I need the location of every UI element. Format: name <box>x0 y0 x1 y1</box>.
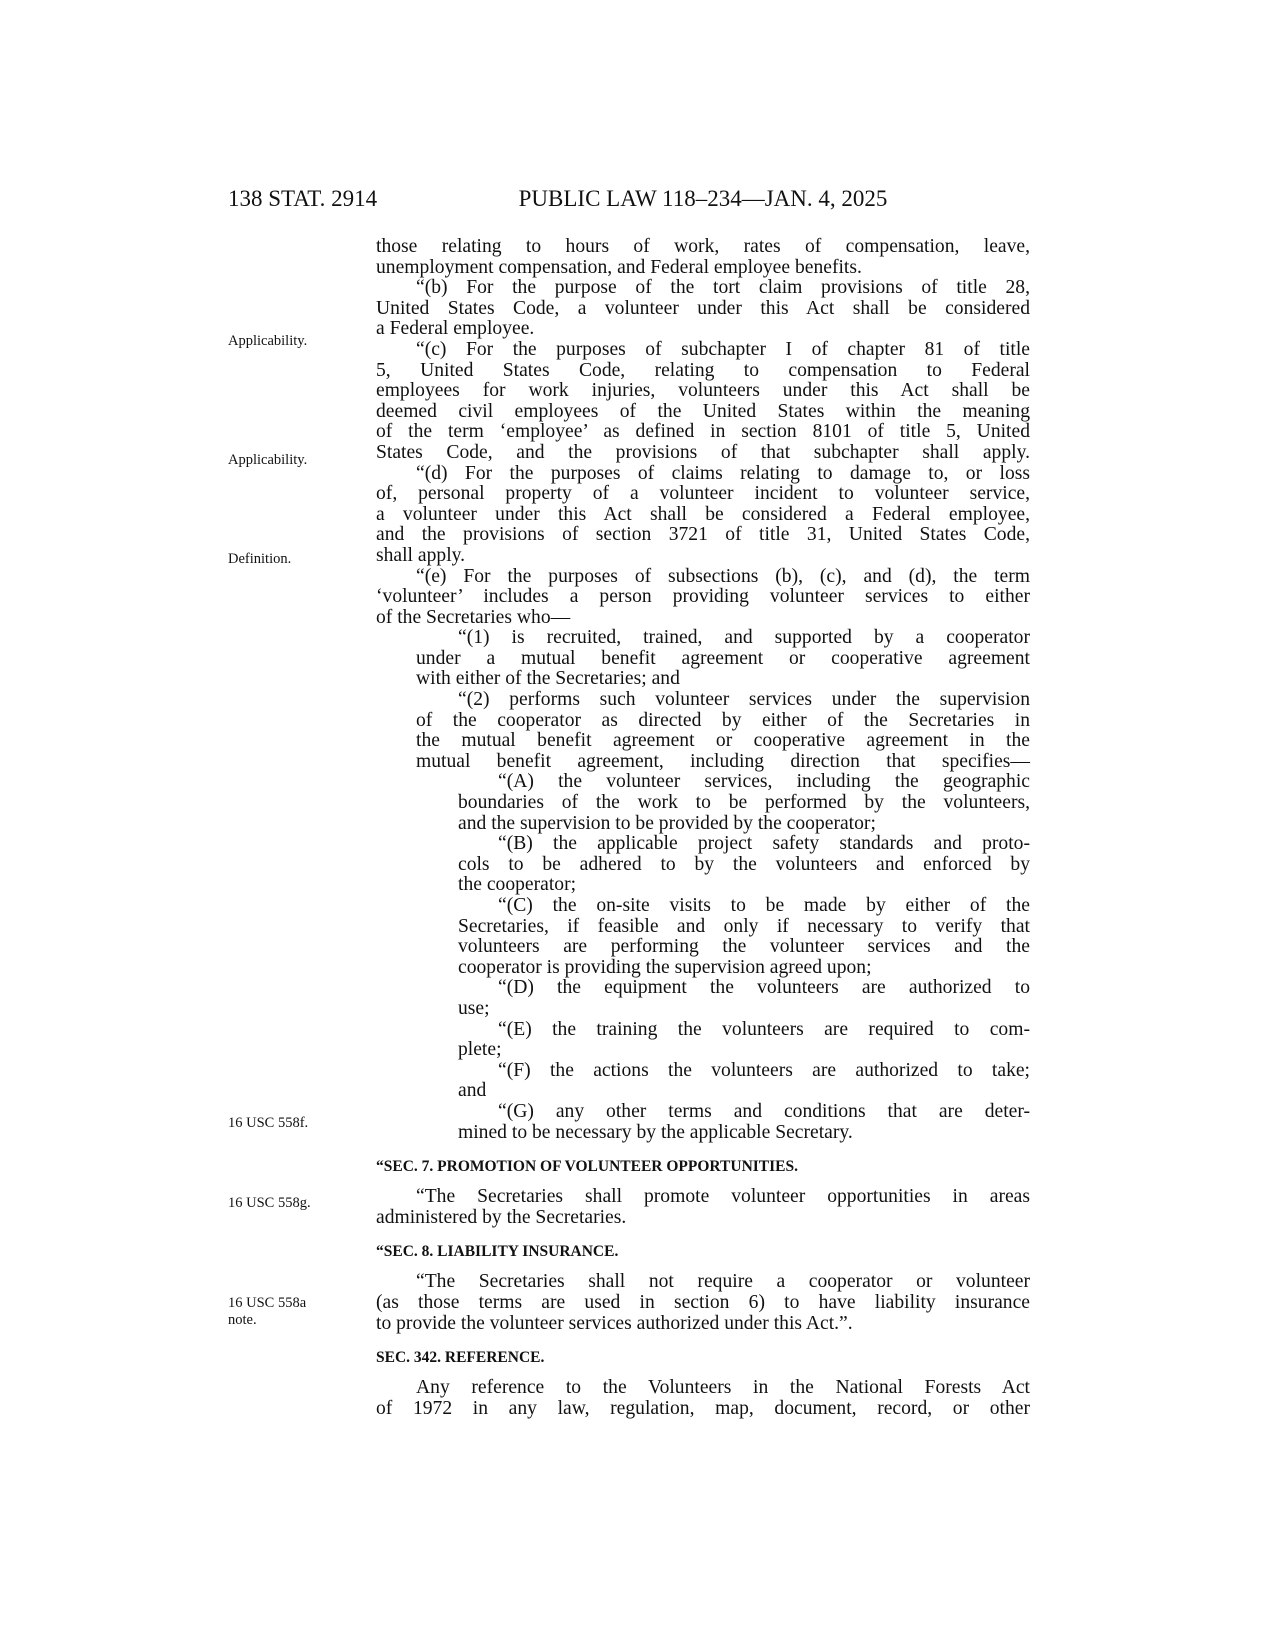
text-line: with either of the Secretaries; and <box>416 668 680 690</box>
text-line: of 1972 in any law, regulation, map, document, record, or other <box>376 1397 1030 1419</box>
text-line: Any reference to the Volunteers in the National Forests Act <box>416 1377 1030 1399</box>
margin-note-applicability: Applicability. <box>228 452 308 468</box>
margin-note-line: note. <box>228 1312 257 1328</box>
text-line: “(c) For the purposes of subchapter I of chapter 81 of title <box>416 338 1030 360</box>
text-line: “(C) the on-site visits to be made by either of the <box>498 895 1030 916</box>
text-line: 5, United States Code, relating to compensation to Federal <box>376 359 1030 381</box>
text-line: and the supervision to be provided by the cooperator; <box>458 812 876 834</box>
text-line: of the term ‘employee’ as defined in section 8101 of title 5, United <box>376 421 1030 443</box>
text-line: “(A) the volunteer services, including the geographic <box>498 771 1030 793</box>
margin-note-usc-558a <box>228 1295 306 1329</box>
text-line: “The Secretaries shall not require a cooperator or volunteer <box>416 1271 1030 1293</box>
section-heading-7: “SEC. 7. PROMOTION OF VOLUNTEER OPPORTUNITIES. <box>376 1158 799 1176</box>
page-running-title: PUBLIC LAW 118–234—JAN. 4, 2025 <box>518 186 888 211</box>
text-line: “The Secretaries shall promote volunteer opportunities in areas <box>416 1186 1030 1208</box>
page-stat-citation: 138 STAT. 2914 <box>228 186 378 211</box>
section-heading-342: SEC. 342. REFERENCE. <box>376 1349 545 1367</box>
margin-note-usc-558f: 16 USC 558f. <box>228 1115 309 1131</box>
text-line: plete; <box>458 1039 502 1061</box>
margin-note-usc-558g: 16 USC 558g. <box>228 1195 311 1211</box>
text-line: employees for work injuries, volunteers under this Act shall be <box>376 380 1030 402</box>
text-line: “(1) is recruited, trained, and supported by a cooperator <box>458 627 1030 649</box>
text-line: “(F) the actions the volunteers are authorized to take; <box>498 1059 1030 1081</box>
text-line: to provide the volunteer services authorized under this Act.”. <box>376 1312 853 1334</box>
text-line: “(D) the equipment the volunteers are authorized to <box>498 977 1030 999</box>
text-line: (as those terms are used in section 6) to have liability insurance <box>376 1291 1030 1313</box>
text-line: “(d) For the purposes of claims relating to damage to, or loss <box>416 462 1030 484</box>
text-line: “(E) the training the volunteers are required to com- <box>498 1018 1030 1040</box>
text-line: administered by the Secretaries. <box>376 1206 627 1228</box>
text-line: ‘volunteer’ includes a person providing volunteer services to either <box>376 586 1030 608</box>
text-line: “(G) any other terms and conditions that are deter- <box>498 1100 1030 1122</box>
text-line: the mutual benefit agreement or cooperative agreement in the <box>416 730 1030 752</box>
text-line: of the Secretaries who— <box>376 606 571 628</box>
text-line: “(2) performs such volunteer services under the supervision <box>458 689 1030 711</box>
text-line: deemed civil employees of the United States within the meaning <box>376 400 1030 422</box>
text-line: those relating to hours of work, rates of compensation, leave, <box>376 236 1030 257</box>
margin-note-applicability: Applicability. <box>228 333 308 349</box>
text-line: under a mutual benefit agreement or cooperative agreement <box>416 647 1030 669</box>
text-line: United States Code, a volunteer under this Act shall be considered <box>376 297 1030 319</box>
text-line: of the cooperator as directed by either of the Secretaries in <box>416 709 1030 731</box>
text-line: “(e) For the purposes of subsections (b), (c), and (d), the term <box>416 565 1030 587</box>
text-line: boundaries of the work to be performed by the volunteers, <box>458 792 1030 814</box>
text-line: cooperator is providing the supervision agreed upon; <box>458 956 872 978</box>
margin-note-line: 16 USC 558a <box>228 1295 307 1311</box>
text-line: use; <box>458 997 490 1019</box>
text-line: volunteers are performing the volunteer services and the <box>458 936 1030 958</box>
text-line: “(b) For the purpose of the tort claim provisions of title 28, <box>416 277 1030 299</box>
margin-note-definition: Definition. <box>228 551 292 567</box>
text-line: unemployment compensation, and Federal employee benefits. <box>376 256 862 278</box>
text-line: cols to be adhered to by the volunteers and enforced by <box>458 853 1030 875</box>
text-line: Secretaries, if feasible and only if necessary to verify that <box>458 915 1030 937</box>
text-line: and the provisions of section 3721 of title 31, United States Code, <box>376 524 1030 546</box>
text-line: States Code, and the provisions of that subchapter shall apply. <box>376 441 1030 463</box>
text-line: a volunteer under this Act shall be considered a Federal employee, <box>376 503 1030 525</box>
text-line: mined to be necessary by the applicable Secretary. <box>458 1121 853 1143</box>
text-line: the cooperator; <box>458 874 577 896</box>
section-heading-8: “SEC. 8. LIABILITY INSURANCE. <box>376 1243 619 1261</box>
body-text-column <box>376 237 1030 1419</box>
text-line: of, personal property of a volunteer incident to volunteer service, <box>376 483 1030 505</box>
text-line: mutual benefit agreement, including direction that specifies— <box>416 750 1030 772</box>
text-line: shall apply. <box>376 544 466 566</box>
text-line: “(B) the applicable project safety standards and proto- <box>498 833 1030 855</box>
text-line: a Federal employee. <box>376 318 535 340</box>
text-line: and <box>458 1080 487 1102</box>
